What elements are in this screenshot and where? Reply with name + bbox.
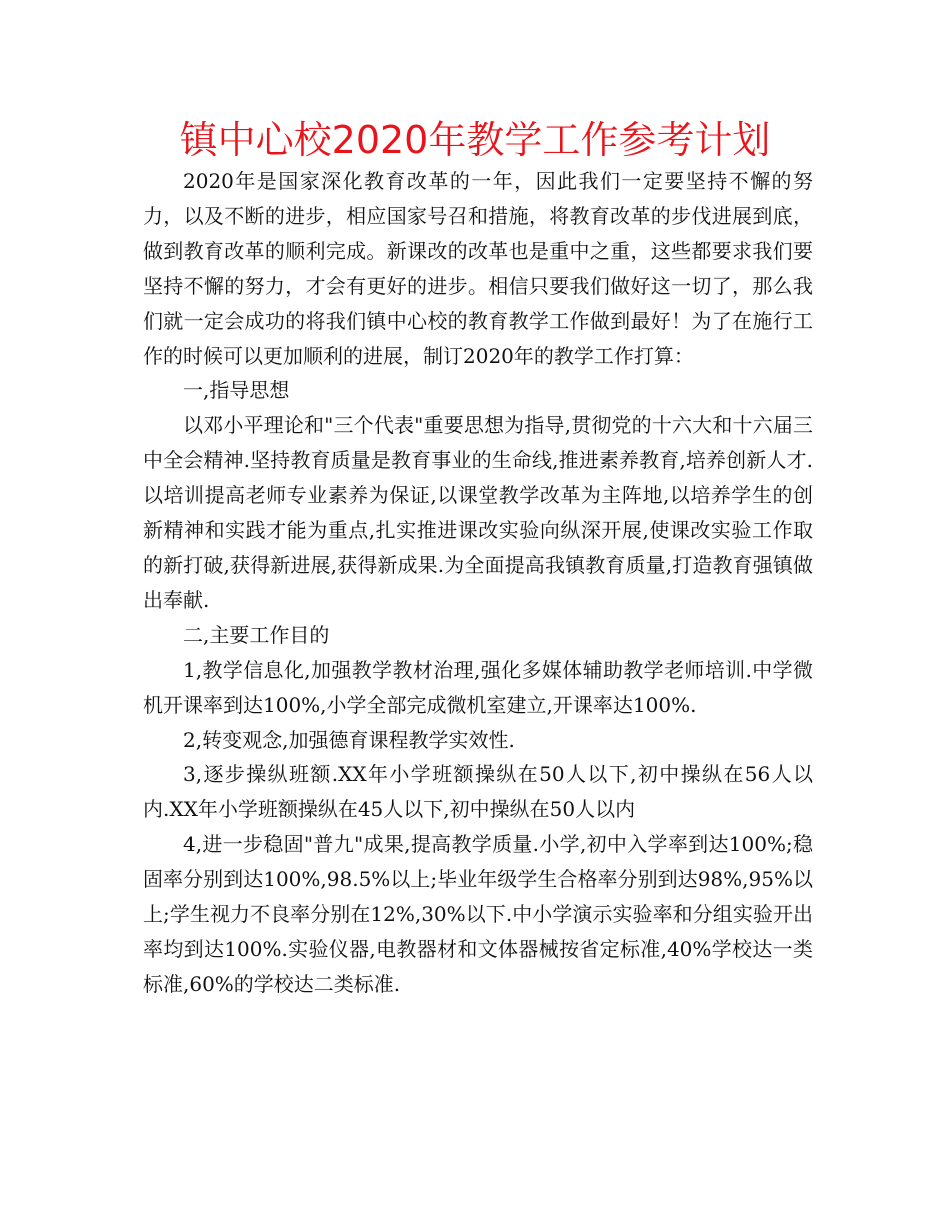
document-body	[143, 164, 813, 1002]
goal-item-3: 3,逐步操纵班额.XX年小学班额操纵在50人以下,初中操纵在56人以内.XX年小学班额操纵在45人以下,初中操纵在50人以内	[143, 762, 813, 822]
section-heading-main-goals: 二,主要工作目的	[183, 622, 330, 647]
document-title: 镇中心校2020年教学工作参考计划	[179, 118, 771, 162]
intro-paragraph: 2020年是国家深化教育改革的一年，因此我们一定要坚持不懈的努力，以及不断的进步，相应国家号召和措施，将教育改革的步伐进展到底，做到教育改革的顺利完成。新课改的改革也是重中之重，这些都要求我们要坚持不懈的努力，才会有更好的进步。相信只要我们做好这一切了，那么我们就一定会成功的将我们镇中心校的教育教学工作做到最好！为了在施行工作的时候可以更加顺利的进展，制订2020年的教学工作打算：	[143, 169, 813, 368]
goal-item-1: 1,教学信息化,加强教学教材治理,强化多媒体辅助教学老师培训.中学微机开课率到达100%,小学全部完成微机室建立,开课率达100%.	[143, 657, 813, 717]
goal-item-2: 2,转变观念,加强德育课程教学实效性.	[183, 727, 515, 752]
section-heading-guiding-ideology: 一,指导思想	[183, 378, 290, 403]
goal-item-4: 4,进一步稳固"普九"成果,提高教学质量.小学,初中入学率到达100%;稳固率分别到达100%,98.5%以上;毕业年级学生合格率分别到达98%,95%以上;学生视力不良率分别在12%,30%以下.中小学演示实验率和分组实验开出率均到达100%.实验仪器,电教器材和文体器械按省定标准,40%学校达一类标准,60%的学校达二类标准.	[143, 832, 813, 996]
guiding-ideology-paragraph: 以邓小平理论和"三个代表"重要思想为指导,贯彻党的十六大和十六届三中全会精神.坚持教育质量是教育事业的生命线,推进素养教育,培养创新人才.以培训提高老师专业素养为保证,以课堂教学改革为主阵地,以培养学生的创新精神和实践才能为重点,扎实推进课改实验向纵深开展,使课改实验工作取的新打破,获得新进展,获得新成果.为全面提高我镇教育质量,打造教育强镇做出奉献.	[143, 413, 813, 612]
